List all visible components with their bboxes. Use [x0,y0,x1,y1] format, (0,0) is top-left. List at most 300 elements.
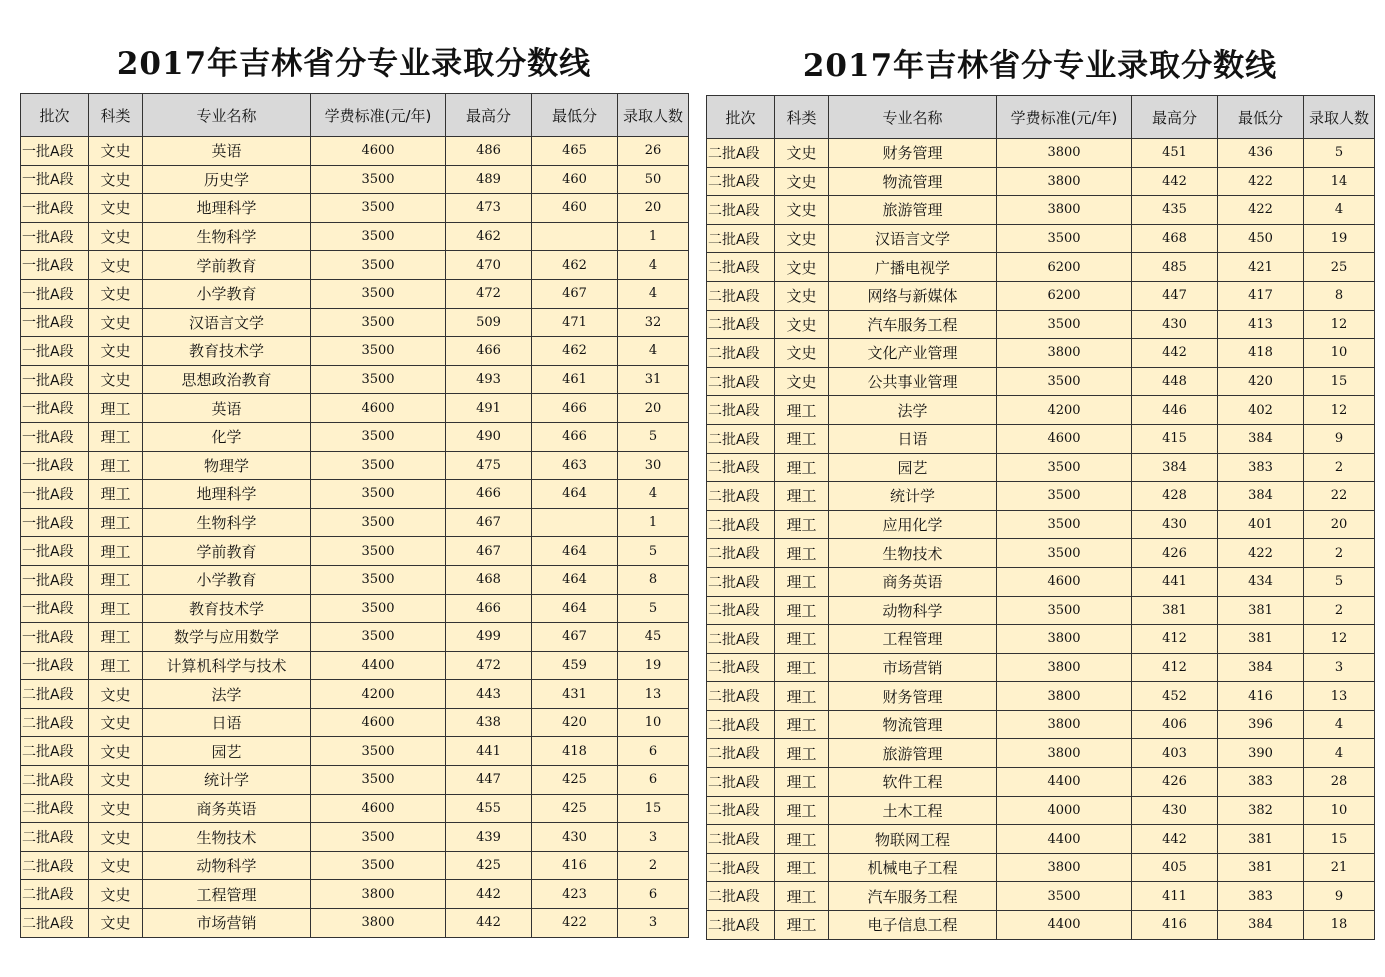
cell-tuition: 3500 [311,823,446,852]
cell-batch: 一批A段 [21,251,89,280]
cell-tuition: 3500 [997,367,1132,396]
cell-tuition: 3500 [311,537,446,566]
cell-major: 商务英语 [829,567,997,596]
table-row [21,851,689,880]
cell-admitted-count: 15 [618,794,689,823]
cell-min-score: 420 [1218,367,1304,396]
cell-batch: 一批A段 [21,565,89,594]
cell-category: 理工 [775,825,829,854]
cell-admitted-count: 1 [618,222,689,251]
cell-batch: 一批A段 [21,422,89,451]
cell-batch: 二批A段 [707,567,775,596]
table-row [707,825,1375,854]
cell-batch: 二批A段 [707,253,775,282]
table-row [21,823,689,852]
table-row [707,768,1375,797]
cell-min-score: 402 [1218,396,1304,425]
cell-max-score: 468 [446,565,532,594]
cell-batch: 二批A段 [21,794,89,823]
table-row [707,310,1375,339]
column-header-max-score: 最高分 [1132,96,1218,139]
cell-tuition: 3500 [311,222,446,251]
cell-max-score: 430 [1132,310,1218,339]
cell-category: 文史 [89,851,143,880]
column-header-batch: 批次 [707,96,775,139]
cell-batch: 一批A段 [21,337,89,366]
cell-category: 文史 [89,337,143,366]
cell-min-score: 381 [1218,825,1304,854]
cell-category: 文史 [775,253,829,282]
cell-category: 文史 [775,196,829,225]
table-row [21,537,689,566]
cell-batch: 二批A段 [707,196,775,225]
table-row [707,167,1375,196]
cell-category: 理工 [775,768,829,797]
cell-batch: 二批A段 [707,768,775,797]
cell-admitted-count: 4 [1304,739,1375,768]
cell-category: 理工 [89,537,143,566]
cell-batch: 一批A段 [21,137,89,166]
cell-category: 文史 [89,251,143,280]
cell-category: 文史 [89,222,143,251]
cell-tuition: 3500 [311,308,446,337]
table-row [707,139,1375,168]
cell-max-score: 442 [1132,825,1218,854]
cell-major: 统计学 [829,482,997,511]
table-row [21,137,689,166]
cell-batch: 二批A段 [21,766,89,795]
cell-min-score: 413 [1218,310,1304,339]
cell-major: 物流管理 [829,167,997,196]
cell-batch: 一批A段 [21,194,89,223]
cell-max-score: 451 [1132,139,1218,168]
cell-tuition: 3800 [997,682,1132,711]
cell-tuition: 4600 [311,137,446,166]
header-row [707,96,1375,139]
cell-major: 小学教育 [143,565,311,594]
cell-category: 理工 [89,480,143,509]
cell-max-score: 468 [1132,224,1218,253]
column-header-min-score: 最低分 [1218,96,1304,139]
cell-admitted-count: 6 [618,737,689,766]
cell-max-score: 470 [446,251,532,280]
table-row [21,308,689,337]
cell-min-score: 462 [532,337,618,366]
cell-admitted-count: 2 [1304,596,1375,625]
cell-category: 文史 [89,137,143,166]
cell-admitted-count: 10 [1304,339,1375,368]
cell-admitted-count: 15 [1304,825,1375,854]
cell-major: 日语 [143,708,311,737]
cell-max-score: 466 [446,594,532,623]
cell-tuition: 3800 [997,339,1132,368]
table-row [707,710,1375,739]
cell-category: 文史 [775,367,829,396]
cell-major: 小学教育 [143,279,311,308]
cell-tuition: 4600 [997,424,1132,453]
cell-tuition: 3800 [997,853,1132,882]
cell-admitted-count: 5 [618,422,689,451]
cell-batch: 二批A段 [707,596,775,625]
cell-major: 英语 [143,394,311,423]
cell-category: 理工 [89,394,143,423]
table-row [707,396,1375,425]
cell-min-score: 471 [532,308,618,337]
cell-batch: 一批A段 [21,165,89,194]
header-row [21,94,689,137]
cell-major: 工程管理 [829,625,997,654]
cell-batch: 一批A段 [21,222,89,251]
cell-tuition: 3500 [311,508,446,537]
table-row [707,625,1375,654]
cell-category: 理工 [775,625,829,654]
cell-major: 园艺 [829,453,997,482]
cell-min-score: 422 [532,909,618,938]
table-row [707,339,1375,368]
cell-tuition: 3500 [311,594,446,623]
cell-min-score: 460 [532,194,618,223]
cell-max-score: 411 [1132,882,1218,911]
cell-batch: 一批A段 [21,480,89,509]
cell-category: 文史 [775,139,829,168]
cell-tuition: 3500 [311,251,446,280]
cell-major: 旅游管理 [829,196,997,225]
cell-admitted-count: 32 [618,308,689,337]
cell-batch: 二批A段 [707,482,775,511]
cell-admitted-count: 13 [1304,682,1375,711]
cell-tuition: 3800 [997,710,1132,739]
cell-category: 文史 [89,823,143,852]
table-row [21,508,689,537]
cell-batch: 二批A段 [707,339,775,368]
cell-category: 文史 [775,167,829,196]
cell-major: 汽车服务工程 [829,310,997,339]
cell-major: 旅游管理 [829,739,997,768]
cell-category: 理工 [89,651,143,680]
cell-category: 理工 [775,739,829,768]
cell-tuition: 3800 [997,167,1132,196]
cell-max-score: 491 [446,394,532,423]
cell-min-score: 465 [532,137,618,166]
cell-major: 汉语言文学 [829,224,997,253]
table-row [707,482,1375,511]
cell-max-score: 439 [446,823,532,852]
cell-category: 理工 [775,567,829,596]
cell-tuition: 3500 [311,194,446,223]
cell-admitted-count: 4 [618,251,689,280]
cell-major: 商务英语 [143,794,311,823]
cell-batch: 二批A段 [707,682,775,711]
cell-category: 文史 [89,766,143,795]
cell-major: 英语 [143,137,311,166]
cell-max-score: 493 [446,365,532,394]
cell-tuition: 4600 [311,394,446,423]
cell-admitted-count: 26 [618,137,689,166]
cell-min-score: 459 [532,651,618,680]
cell-admitted-count: 4 [618,337,689,366]
cell-admitted-count: 12 [1304,625,1375,654]
cell-tuition: 4600 [997,567,1132,596]
cell-category: 理工 [775,539,829,568]
cell-category: 文史 [775,281,829,310]
cell-tuition: 3500 [311,337,446,366]
cell-batch: 二批A段 [21,909,89,938]
cell-category: 文史 [89,880,143,909]
table-row [707,224,1375,253]
cell-admitted-count: 3 [1304,653,1375,682]
cell-min-score: 422 [1218,167,1304,196]
cell-admitted-count: 50 [618,165,689,194]
cell-max-score: 412 [1132,625,1218,654]
table-row [707,367,1375,396]
table-row [21,365,689,394]
cell-major: 园艺 [143,737,311,766]
cell-max-score: 489 [446,165,532,194]
cell-batch: 二批A段 [707,853,775,882]
cell-max-score: 452 [1132,682,1218,711]
cell-min-score: 422 [1218,196,1304,225]
cell-max-score: 462 [446,222,532,251]
cell-tuition: 3500 [997,510,1132,539]
cell-major: 统计学 [143,766,311,795]
cell-batch: 二批A段 [707,625,775,654]
cell-min-score: 466 [532,394,618,423]
cell-tuition: 6200 [997,281,1132,310]
column-header-category: 科类 [775,96,829,139]
table-row [707,539,1375,568]
cell-min-score: 381 [1218,625,1304,654]
table-row [707,682,1375,711]
cell-admitted-count: 4 [618,279,689,308]
cell-major: 财务管理 [829,682,997,711]
cell-major: 教育技术学 [143,337,311,366]
cell-min-score: 434 [1218,567,1304,596]
cell-major: 教育技术学 [143,594,311,623]
cell-admitted-count: 19 [1304,224,1375,253]
cell-tuition: 3800 [311,880,446,909]
cell-tuition: 3500 [311,766,446,795]
cell-admitted-count: 12 [1304,396,1375,425]
cell-major: 学前教育 [143,537,311,566]
cell-major: 应用化学 [829,510,997,539]
cell-admitted-count: 6 [618,766,689,795]
cell-admitted-count: 8 [1304,281,1375,310]
cell-max-score: 405 [1132,853,1218,882]
cell-admitted-count: 2 [1304,539,1375,568]
cell-category: 理工 [89,508,143,537]
column-header-major: 专业名称 [829,96,997,139]
cell-min-score: 418 [532,737,618,766]
cell-max-score: 466 [446,337,532,366]
cell-batch: 二批A段 [707,710,775,739]
cell-major: 地理科学 [143,194,311,223]
cell-tuition: 3500 [311,565,446,594]
cell-major: 网络与新媒体 [829,281,997,310]
table-row [21,279,689,308]
cell-category: 理工 [89,623,143,652]
cell-major: 物理学 [143,451,311,480]
cell-major: 生物科学 [143,222,311,251]
cell-tuition: 3500 [311,165,446,194]
cell-major: 公共事业管理 [829,367,997,396]
cell-max-score: 441 [1132,567,1218,596]
admission-table [20,93,689,938]
cell-major: 法学 [143,680,311,709]
cell-tuition: 3800 [311,909,446,938]
cell-min-score: 425 [532,766,618,795]
cell-major: 工程管理 [143,880,311,909]
cell-major: 物联网工程 [829,825,997,854]
cell-tuition: 4200 [997,396,1132,425]
table-row [707,796,1375,825]
table-row [21,194,689,223]
cell-min-score: 462 [532,251,618,280]
cell-category: 理工 [775,882,829,911]
cell-min-score: 430 [532,823,618,852]
cell-min-score: 396 [1218,710,1304,739]
table-row [21,251,689,280]
cell-max-score: 406 [1132,710,1218,739]
table-row [21,794,689,823]
table-row [21,480,689,509]
cell-min-score: 466 [532,422,618,451]
cell-major: 文化产业管理 [829,339,997,368]
table-row [21,766,689,795]
cell-batch: 二批A段 [707,539,775,568]
cell-min-score: 416 [1218,682,1304,711]
cell-max-score: 472 [446,651,532,680]
table-row [21,422,689,451]
cell-min-score: 422 [1218,539,1304,568]
cell-tuition: 3500 [997,882,1132,911]
table-row [21,880,689,909]
cell-admitted-count: 28 [1304,768,1375,797]
cell-min-score: 450 [1218,224,1304,253]
cell-tuition: 3500 [311,623,446,652]
cell-admitted-count: 2 [1304,453,1375,482]
cell-max-score: 438 [446,708,532,737]
cell-tuition: 4600 [311,794,446,823]
table-row [707,196,1375,225]
cell-batch: 二批A段 [707,310,775,339]
cell-admitted-count: 14 [1304,167,1375,196]
cell-category: 文史 [89,794,143,823]
cell-max-score: 499 [446,623,532,652]
cell-tuition: 3500 [997,539,1132,568]
cell-batch: 二批A段 [707,510,775,539]
cell-max-score: 447 [446,766,532,795]
cell-major: 物流管理 [829,710,997,739]
cell-min-score: 464 [532,480,618,509]
table-row [21,337,689,366]
cell-min-score: 416 [532,851,618,880]
cell-min-score: 436 [1218,139,1304,168]
cell-max-score: 447 [1132,281,1218,310]
cell-min-score: 384 [1218,911,1304,940]
cell-min-score: 460 [532,165,618,194]
cell-tuition: 3500 [311,451,446,480]
admission-table [706,95,1375,940]
cell-min-score: 421 [1218,253,1304,282]
cell-tuition: 4400 [997,911,1132,940]
cell-tuition: 4400 [997,825,1132,854]
cell-tuition: 3800 [997,653,1132,682]
cell-max-score: 467 [446,537,532,566]
cell-category: 文史 [775,310,829,339]
cell-min-score: 401 [1218,510,1304,539]
cell-tuition: 3500 [997,453,1132,482]
cell-category: 文史 [89,737,143,766]
table-row [21,394,689,423]
cell-major: 汉语言文学 [143,308,311,337]
table-row [21,451,689,480]
cell-category: 文史 [89,365,143,394]
cell-max-score: 486 [446,137,532,166]
cell-batch: 二批A段 [21,880,89,909]
cell-category: 理工 [775,796,829,825]
cell-tuition: 4400 [311,651,446,680]
cell-major: 历史学 [143,165,311,194]
cell-max-score: 455 [446,794,532,823]
cell-admitted-count: 45 [618,623,689,652]
cell-batch: 一批A段 [21,365,89,394]
cell-batch: 一批A段 [21,623,89,652]
cell-max-score: 442 [1132,339,1218,368]
table-row [707,424,1375,453]
cell-admitted-count: 1 [618,508,689,537]
cell-category: 理工 [775,396,829,425]
cell-major: 汽车服务工程 [829,882,997,911]
column-header-min-score: 最低分 [532,94,618,137]
cell-tuition: 3500 [311,851,446,880]
cell-major: 市场营销 [143,909,311,938]
cell-min-score: 467 [532,623,618,652]
table-row [21,708,689,737]
column-header-tuition: 学费标准(元/年) [311,94,446,137]
cell-max-score: 430 [1132,510,1218,539]
cell-batch: 二批A段 [707,424,775,453]
cell-category: 理工 [89,565,143,594]
cell-max-score: 442 [446,880,532,909]
cell-batch: 一批A段 [21,451,89,480]
table-row [707,911,1375,940]
cell-batch: 一批A段 [21,279,89,308]
cell-max-score: 442 [1132,167,1218,196]
cell-category: 理工 [775,453,829,482]
cell-category: 文史 [89,165,143,194]
cell-major: 数学与应用数学 [143,623,311,652]
cell-tuition: 3500 [997,224,1132,253]
cell-batch: 一批A段 [21,308,89,337]
cell-batch: 二批A段 [707,653,775,682]
cell-min-score: 463 [532,451,618,480]
cell-tuition: 3500 [311,480,446,509]
cell-tuition: 3800 [997,139,1132,168]
cell-major: 动物科学 [143,851,311,880]
cell-major: 日语 [829,424,997,453]
cell-tuition: 4000 [997,796,1132,825]
table-row [21,737,689,766]
cell-max-score: 467 [446,508,532,537]
table-row [707,653,1375,682]
table-row [21,222,689,251]
cell-category: 理工 [775,682,829,711]
cell-min-score: 383 [1218,453,1304,482]
cell-major: 广播电视学 [829,253,997,282]
cell-tuition: 4400 [997,768,1132,797]
cell-admitted-count: 6 [618,880,689,909]
cell-category: 理工 [775,911,829,940]
